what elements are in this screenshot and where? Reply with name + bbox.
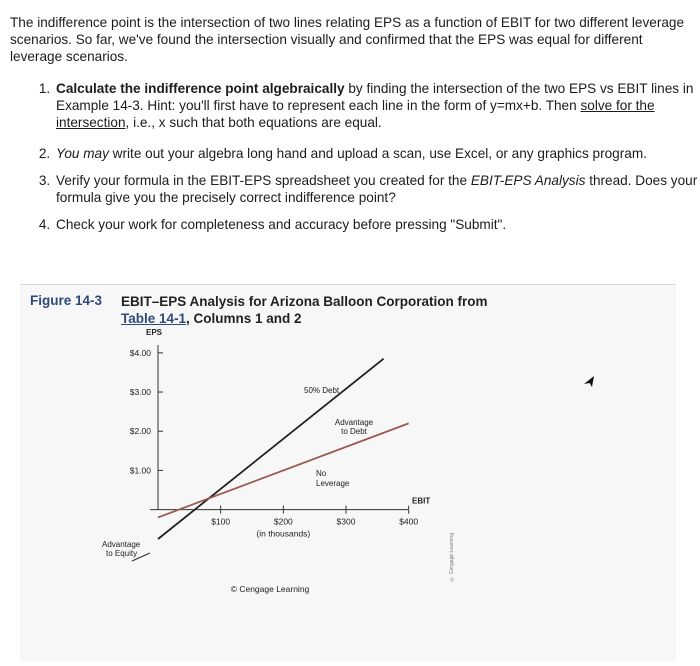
step-1-text-end: , i.e., x such that both equations are equal. — [125, 115, 382, 130]
cursor-icon — [582, 374, 596, 390]
step-3-italic: EBIT-EPS Analysis — [470, 173, 586, 188]
figure-title-prefix: EBIT–EPS Analysis for Arizona Balloon Corporation from — [121, 294, 488, 309]
advantage-equity-label: Advantage — [102, 540, 141, 549]
table-link[interactable]: Table 14-1 — [121, 311, 187, 326]
step-2-italic: You may — [56, 146, 109, 161]
no-leverage-label-2: Leverage — [316, 479, 350, 488]
figure-title-suffix: , Columns 1 and 2 — [186, 311, 302, 326]
list-item — [54, 172, 698, 206]
side-credit: © Cengage Learning — [449, 533, 455, 582]
x-tick-label: $200 — [273, 516, 293, 527]
step-2-text: write out your algebra long hand and upload a scan, use Excel, or any graphics program. — [108, 146, 647, 161]
y-tick-label: $2.00 — [129, 426, 151, 437]
step-4-text: Check your work for completeness and accuracy before pressing "Submit". — [56, 217, 507, 232]
y-tick-label: $3.00 — [129, 387, 151, 398]
intro-paragraph: The indifference point is the intersection of two lines relating EPS as a function of EBIT for two different leverage scenarios. So far, we've found the intersection visually and confirmed that the EPS was equal for different leverage scenarios. — [10, 15, 685, 64]
list-item — [54, 80, 698, 131]
debt-label: 50% Debt — [304, 386, 340, 395]
x-tick-label: $300 — [336, 516, 356, 527]
x-tick-label: $400 — [399, 516, 419, 527]
no-leverage-series-line — [158, 423, 409, 517]
list-item — [54, 216, 698, 233]
step-3-text: Verify your formula in the EBIT-EPS spreadsheet you created for the — [56, 173, 471, 188]
step-1-bold: Calculate the indifference point algebraically — [56, 81, 345, 96]
figure-panel — [20, 284, 676, 661]
y-tick-label: $4.00 — [129, 347, 151, 358]
debt-series-line — [158, 359, 384, 539]
advantage-debt-label-2: to Debt — [341, 427, 367, 436]
step-3-text-end: thread. Does your formula give you the precisely correct indifference point? — [56, 173, 698, 205]
advantage-equity-label-2: to Equity — [106, 549, 138, 558]
figure-label: Figure 14-3 — [30, 293, 103, 308]
no-leverage-label: No — [316, 469, 327, 478]
y-axis-label: EPS — [146, 328, 163, 337]
step-1-text: by finding the intersection of the two EPS vs EBIT lines in Example 14-3. Hint: you'll first have to represent each line in the form of y=mx+b. Then — [56, 81, 694, 113]
figure-credit: © Cengage Learning — [230, 584, 310, 594]
list-item — [54, 145, 698, 162]
ebit-eps-chart — [20, 285, 676, 661]
solve-intersection-link[interactable]: solve for the intersection — [56, 98, 655, 130]
instruction-list — [20, 80, 698, 243]
y-tick-label: $1.00 — [129, 465, 151, 476]
advantage-debt-label: Advantage — [334, 418, 374, 427]
x-axis-unit: (in thousands) — [256, 528, 311, 539]
x-axis-label: EBIT — [412, 496, 431, 506]
x-tick-label: $100 — [211, 516, 231, 527]
